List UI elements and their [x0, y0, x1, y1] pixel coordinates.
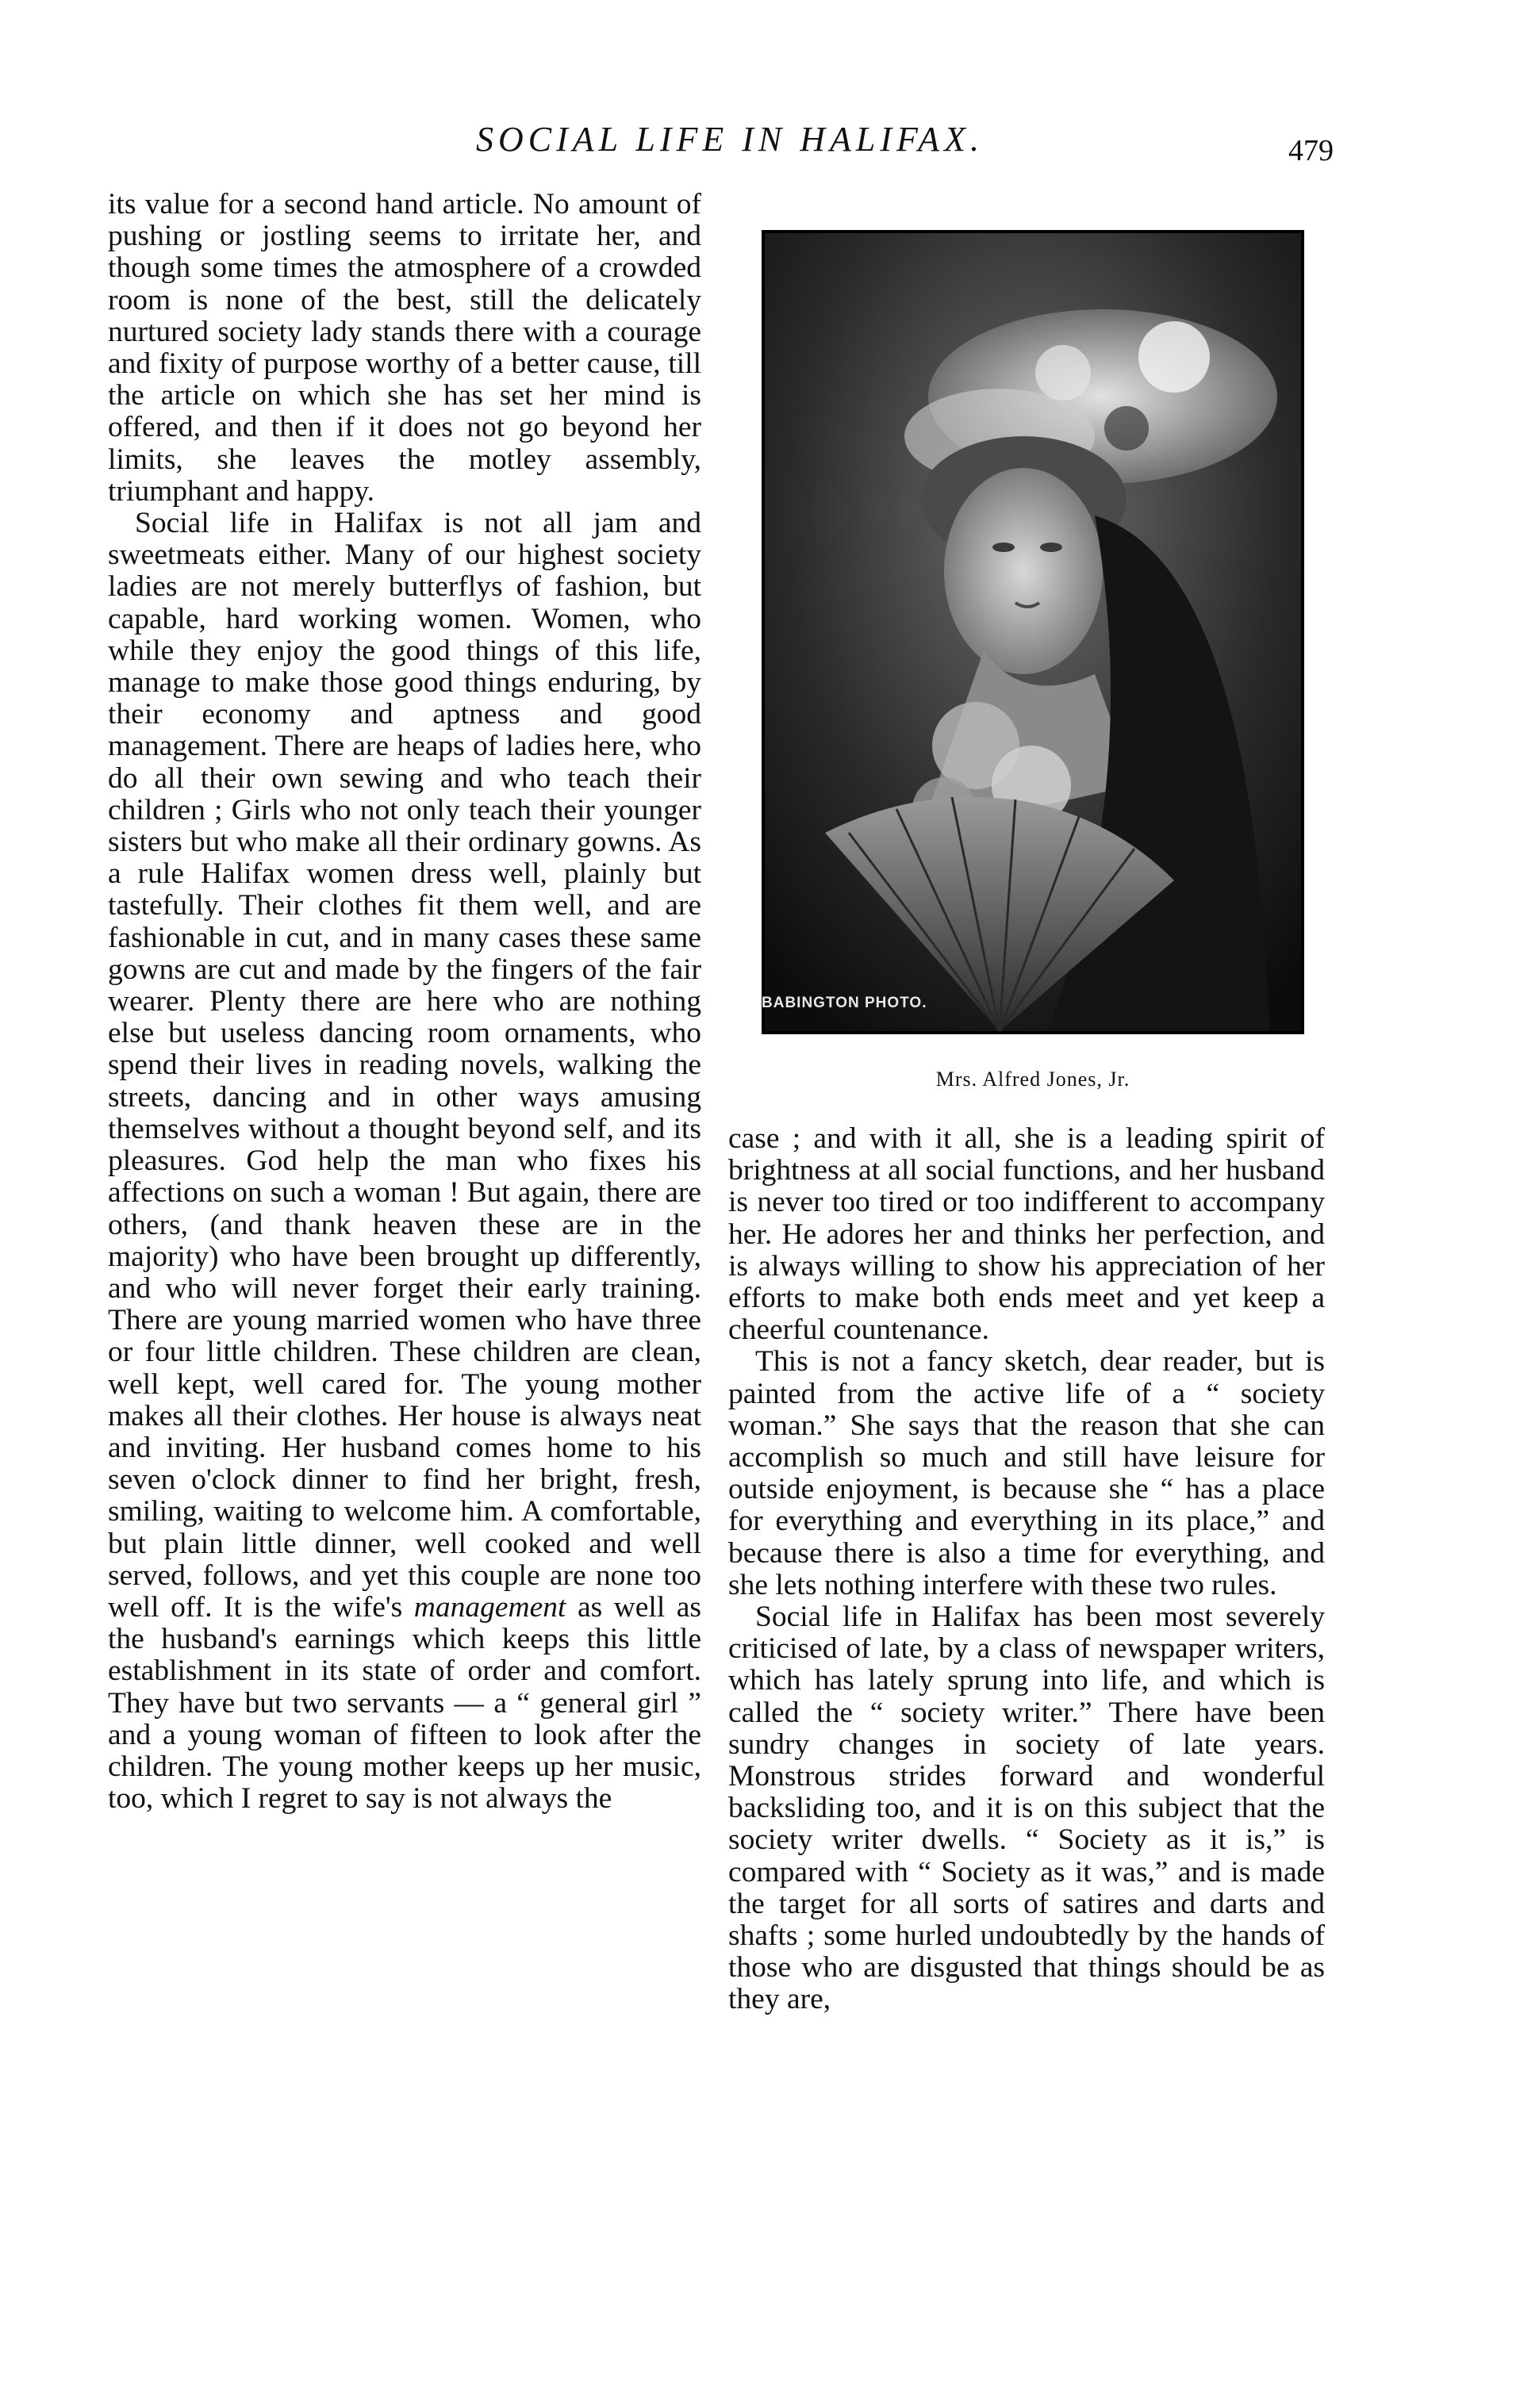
emphasis-management: management — [413, 1590, 566, 1624]
left-column — [108, 189, 701, 1815]
photo-credit: BABINGTON PHOTO. — [762, 995, 927, 1011]
figure-caption: Mrs. Alfred Jones, Jr. — [935, 1068, 1130, 1091]
right-column — [728, 1123, 1325, 2016]
right-paragraph-1: case ; and with it all, she is a leading spirit of brightness at all social functions, and her husband is never too tired or too indifferent to accompany her. He adores her and thinks her perfection, and is always willing to show his appreciation of her efforts to make both ends meet and yet keep a cheerful countenance. — [728, 1122, 1325, 1347]
portrait-image — [762, 230, 1304, 1034]
left-paragraph-2-text-b: as well as the husband's earnings which keeps this little establishment in its state of order and comfort. They have but two servants — a “ general girl ” and a young woman of fifteen to look after the children. The young mother keeps up her music, too, which I regret to say is not always the — [108, 1590, 702, 1816]
running-head: SOCIAL LIFE IN HALIFAX. — [476, 120, 984, 159]
page-number: 479 — [1288, 134, 1334, 167]
portrait-photograph — [762, 230, 1304, 1034]
left-paragraph-2 — [108, 508, 701, 1815]
left-paragraph-2-text-a: Social life in Halifax is not all jam and sweetmeats either. Many of our highest society ladies are not merely butterflys of fashion, but capable, hard working women. Women, who while they enjoy the good things of this life, manage to make those good things enduring, by their economy and aptness and good management. There are heaps of ladies here, who do all their own sewing and who teach their children ; Girls who not only teach their younger sisters but who make all their ordinary gowns. As a rule Halifax women dress well, plainly but tastefully. Their clothes fit them well, and are fashionable in cut, and in many cases these same gowns are cut and made by the fingers of the fair wearer. Plenty there are here who are nothing else but useless dancing room ornaments, who spend their lives in reading novels, walking the streets, dancing and in other ways amusing themselves without a thought beyond self, and its pleasures. God help the man who fixes his affections on such a woman ! But again, there are others, (and thank heaven these are in the majority) who have been brought up differently, and who will never forget their early training. There are young married women who have three or four little children. These children are clean, well kept, well cared for. The young mother makes all their clothes. Her house is always neat and inviting. Her husband comes home to his seven o'clock dinner to find her bright, fresh, smiling, waiting to welcome him. A comfortable, but plain little dinner, well cooked and well served, follows, and yet this couple are none too well off. It is the wife's — [108, 507, 701, 1624]
right-paragraph-2: This is not a fancy sketch, dear reader, but is painted from the active life of a “ society woman.” She says that the reason that she can accomplish so much and still have leisure for outside enjoyment, is because she “ has a place for everything and everything in its place,” and because there is also a time for everything, and she lets nothing interfere with these two rules. — [728, 1345, 1325, 1601]
left-paragraph-1: its value for a second hand article. No amount of pushing or jostling seems to irritate her, and though some times the atmosphere of a crowded room is none of the best, still the delicately nurtured society lady stands there with a courage and fixity of purpose worthy of a better cause, till the article on which she has set her mind is offered, and then if it does not go beyond her limits, she leaves the motley assembly, triumphant and happy. — [108, 188, 701, 508]
right-paragraph-3: Social life in Halifax has been most severely criticised of late, by a class of newspaper writers, which has lately sprung into life, and which is called the “ society writer.” There have been sundry changes in society of late years. Monstrous strides forward and wonderful backsliding too, and it is on this subject that the society writer dwells. “ Society as it is,” is compared with “ Society as it was,” and is made the target for all sorts of satires and darts and shafts ; some hurled undoubtedly by the hands of those who are disgusted that things should be as they are, — [728, 1601, 1325, 2016]
